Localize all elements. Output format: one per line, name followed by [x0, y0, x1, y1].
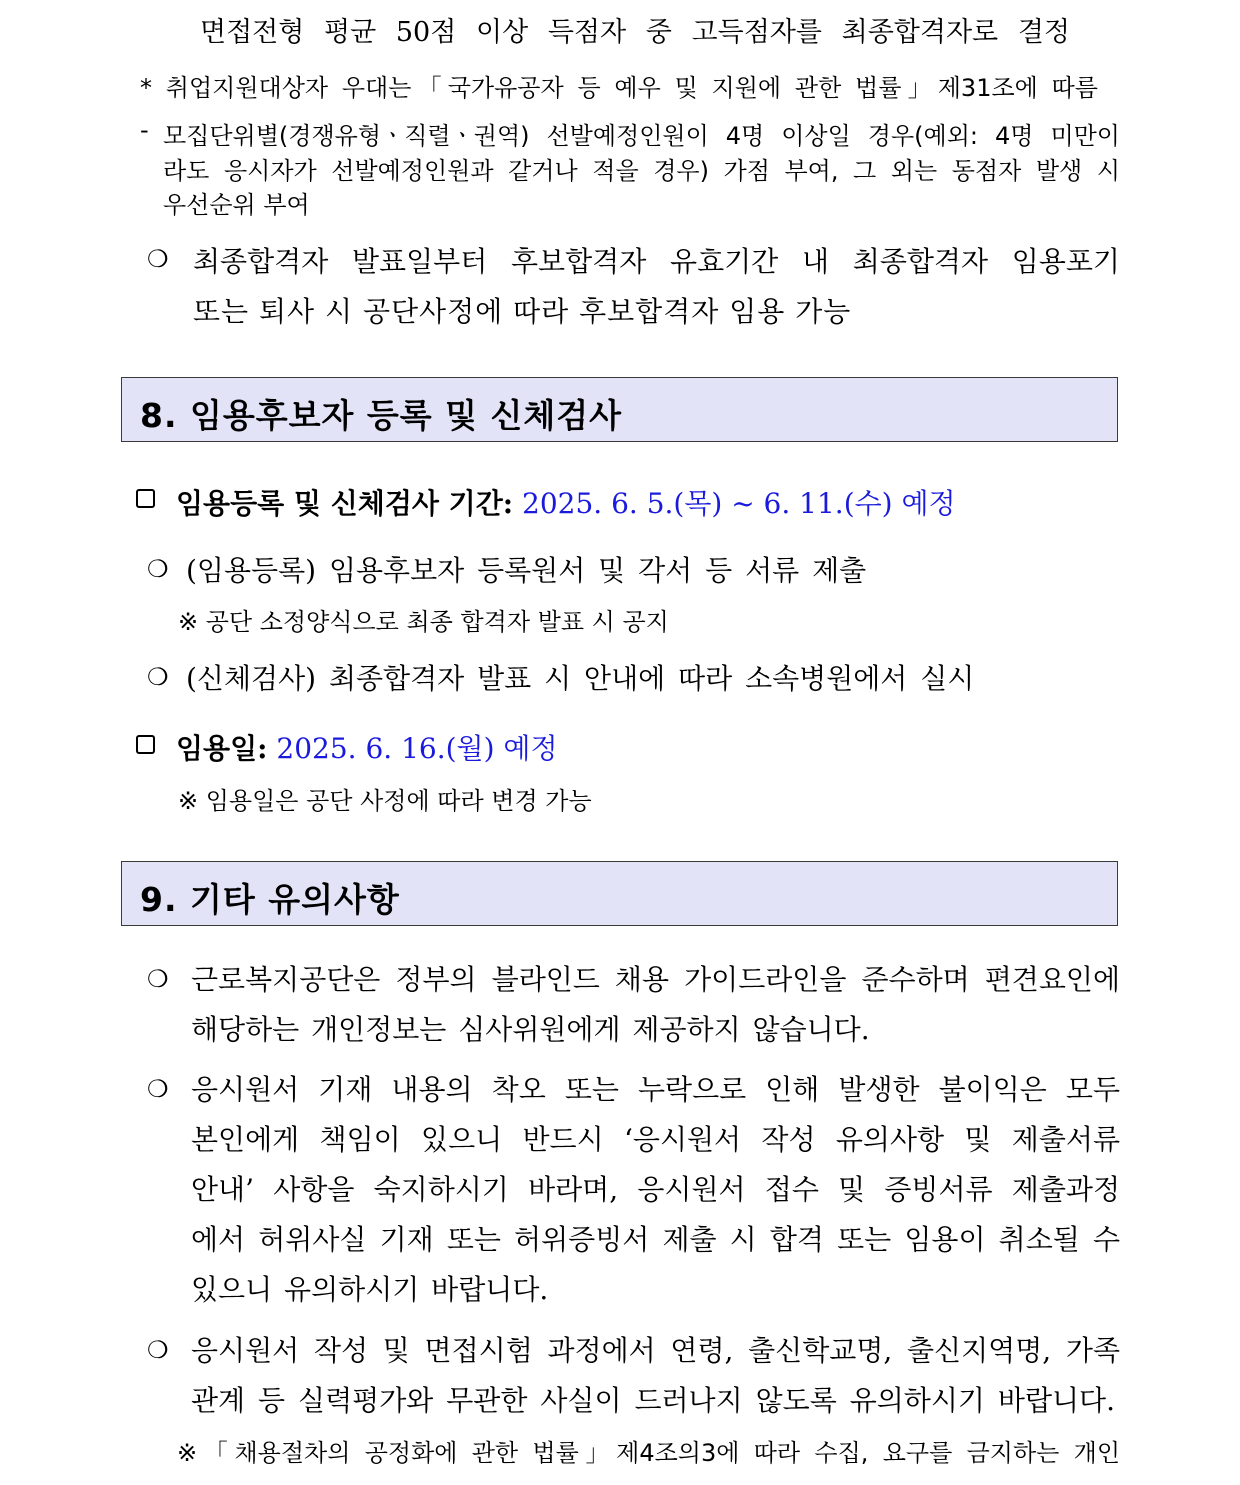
- section-8-title: 8. 임용후보자 등록 및 신체검사: [140, 396, 622, 435]
- notice-text: 해당하는 개인정보는 심사위원에게 제공하지 않습니다.: [191, 1013, 870, 1046]
- period-value: 2025. 6. 5.(목) ~ 6. 11.(수) 예정: [522, 487, 956, 520]
- section-8-header: [121, 377, 1118, 442]
- note: ※ 임용일은 공단 사정에 따라 변경 가능: [178, 787, 592, 815]
- notice-text: 근로복지공단은 정부의 블라인드 채용 가이드라인을 준수하며 편견요인에: [191, 963, 1120, 996]
- date-line: [176, 727, 558, 767]
- checkbox-square-icon: [136, 489, 155, 508]
- dash-marker: -: [140, 116, 149, 144]
- section-9-header: [121, 861, 1118, 926]
- law-note: ※「채용절차의 공정화에 관한 법률」제4조의3에 따라 수집, 요구를 금지하는 개인: [177, 1439, 1120, 1467]
- notice-text: 안내’ 사항을 숙지하시기 바라며, 응시원서 접수 및 증빙서류 제출과정: [191, 1173, 1120, 1206]
- bullet-text: 최종합격자 발표일부터 후보합격자 유효기간 내 최종합격자 임용포기: [193, 245, 1120, 278]
- dash-note-line: 라도 응시자가 선발예정인원과 같거나 적을 경우) 가점 부여, 그 외는 동점자 발생 시: [163, 157, 1120, 185]
- section-9-title: 9. 기타 유의사항: [140, 880, 400, 919]
- bullet-circle-icon: ❍: [147, 663, 169, 691]
- checkbox-square-icon: [136, 735, 155, 754]
- bullet-circle-icon: ❍: [147, 1075, 169, 1103]
- period-line: [176, 482, 956, 522]
- date-value: 2025. 6. 16.(월) 예정: [276, 732, 558, 765]
- medical-check-item: (신체검사) 최종합격자 발표 시 안내에 따라 소속병원에서 실시: [186, 662, 975, 695]
- bullet-text: 또는 퇴사 시 공단사정에 따라 후보합격자 임용 가능: [193, 295, 852, 328]
- bullet-circle-icon: ❍: [147, 555, 169, 583]
- bullet-circle-icon: ❍: [147, 245, 169, 273]
- dash-note-line: 모집단위별(경쟁유형ㆍ직렬ㆍ권역) 선발예정인원이 4명 이상일 경우(예외: 4명 미만이: [163, 122, 1120, 150]
- notice-text: 있으니 유의하시기 바랍니다.: [191, 1273, 549, 1306]
- date-label: 임용일:: [176, 732, 268, 765]
- note: ※ 공단 소정양식으로 최종 합격자 발표 시 공지: [178, 608, 669, 636]
- notice-text: 응시원서 기재 내용의 착오 또는 누락으로 인해 발생한 불이익은 모두: [191, 1073, 1120, 1106]
- bullet-circle-icon: ❍: [147, 965, 169, 993]
- bullet-circle-icon: ❍: [147, 1336, 169, 1364]
- notice-text: 에서 허위사실 기재 또는 허위증빙서 제출 시 합격 또는 임용이 취소될 수: [191, 1223, 1120, 1256]
- star-note: * 취업지원대상자 우대는「국가유공자 등 예우 및 지원에 관한 법률」제31조에 따름: [140, 74, 1098, 102]
- dash-note-line: 우선순위 부여: [163, 191, 310, 219]
- notice-text: 응시원서 작성 및 면접시험 과정에서 연령, 출신학교명, 출신지역명, 가족: [191, 1334, 1120, 1367]
- registration-item: (임용등록) 임용후보자 등록원서 및 각서 등 서류 제출: [186, 554, 867, 587]
- notice-text: 본인에게 책임이 있으니 반드시 ‘응시원서 작성 유의사항 및 제출서류: [191, 1123, 1120, 1156]
- period-label: 임용등록 및 신체검사 기간:: [176, 487, 514, 520]
- notice-text: 관계 등 실력평가와 무관한 사실이 드러나지 않도록 유의하시기 바랍니다.: [191, 1384, 1115, 1417]
- intro-line: 면접전형 평균 50점 이상 득점자 중 고득점자를 최종합격자로 결정: [200, 17, 1070, 48]
